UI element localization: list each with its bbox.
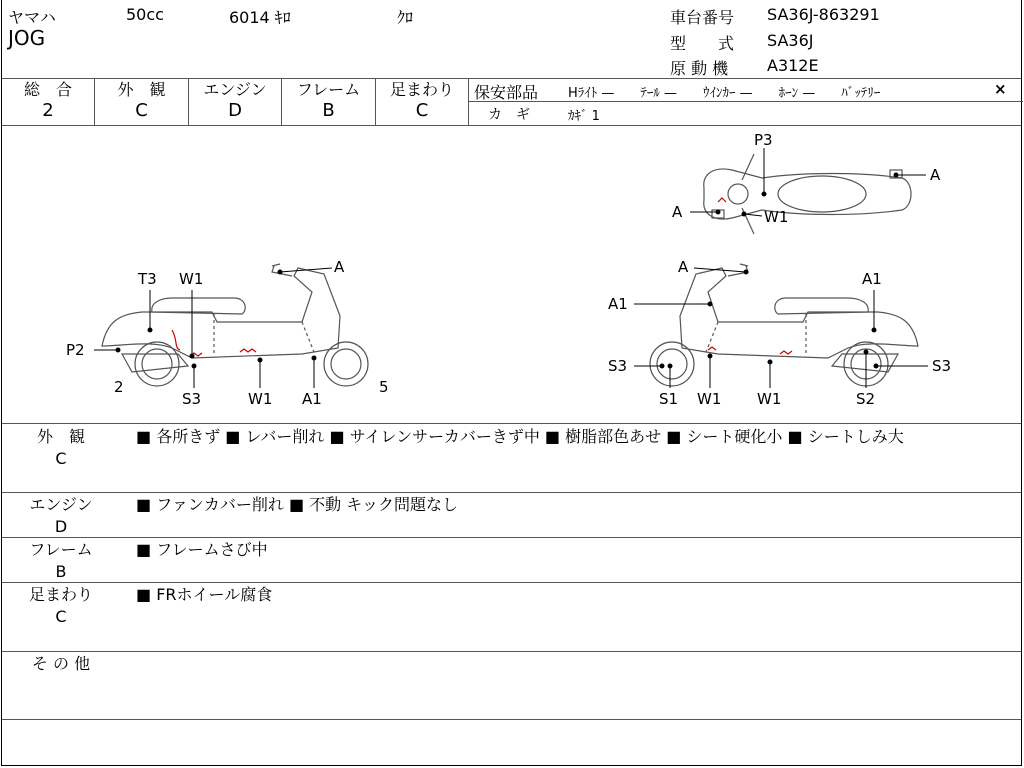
maker: ヤマハ [8, 8, 56, 27]
divider [2, 78, 1021, 79]
section-frame-text: ■ フレームさび中 [136, 540, 268, 559]
grade-frame: フレーム B [296, 80, 361, 121]
type-label: 型 式 [670, 34, 735, 53]
label-w1: W1 [179, 270, 204, 288]
engine-value: A312E [767, 56, 819, 75]
displacement: 50cc [126, 5, 164, 24]
safety-title: 保安部品 [474, 83, 539, 102]
scooter-damage-diagram [2, 126, 1023, 424]
top-view-scooter [704, 154, 911, 234]
label-s3: S3 [608, 357, 628, 375]
section-exterior-text: ■ 各所きず ■ レバー削れ ■ サイレンサーカバーきず中 ■ 樹脂部色あせ ■ シート硬化小 ■ シートしみ大 [136, 427, 904, 446]
divider [2, 651, 1021, 652]
grade-overall: 総 合 2 [23, 80, 72, 121]
label-a1: A1 [608, 295, 628, 313]
label-s3: S3 [932, 357, 952, 375]
key-label: カ ギ [488, 107, 530, 123]
label-s3: S3 [182, 390, 202, 408]
label-t3: T3 [138, 270, 157, 288]
section-other-label: そ の 他 [31, 654, 91, 673]
label-p2: P2 [66, 341, 85, 359]
label-w1: W1 [697, 390, 722, 408]
label-2: 2 [114, 378, 124, 396]
mileage: 6014 ｷﾛ [229, 8, 291, 27]
key-value: ｶｷﾞ 1 [568, 109, 600, 124]
frame-no-label: 車台番号 [670, 8, 735, 27]
label-s1: S1 [659, 390, 679, 408]
model-name: JOG [8, 26, 46, 50]
label-a: A [672, 203, 683, 221]
divider [2, 537, 1021, 538]
label-a: A [678, 258, 689, 276]
section-frame-label: フレーム B [29, 540, 93, 581]
label-5: 5 [379, 378, 389, 396]
label-w1: W1 [764, 208, 789, 226]
battery-mark: × [994, 80, 1007, 98]
label-a: A [334, 258, 345, 276]
inspection-sheet [1, 0, 1022, 766]
label-p3: P3 [754, 131, 773, 149]
section-engine-text: ■ ファンカバー削れ ■ 不動 キック問題なし [136, 495, 458, 514]
grade-engine: エンジン D [203, 80, 267, 121]
engine-label: 原 動 機 [670, 59, 729, 78]
section-suspension-text: ■ FRホイール腐食 [136, 585, 273, 604]
grade-suspension: 足まわり C [389, 80, 454, 121]
divider [2, 423, 1021, 424]
color: ｸﾛ [397, 8, 414, 27]
divider [2, 582, 1021, 583]
frame-no: SA36J-863291 [767, 5, 880, 24]
label-s2: S2 [856, 390, 876, 408]
label-a1: A1 [862, 270, 882, 288]
divider [2, 719, 1021, 720]
divider [469, 101, 1023, 102]
label-a1: A1 [302, 390, 322, 408]
grade-exterior: 外 観 C [117, 80, 166, 121]
section-exterior-label: 外 観 C [36, 427, 85, 468]
divider [2, 492, 1021, 493]
label-w1: W1 [248, 390, 273, 408]
label-a: A [930, 166, 941, 184]
safety-items: Hﾗｲﾄ — ﾃｰﾙ — ｳｲﾝｶｰ — ﾎｰﾝ — ﾊﾞｯﾃﾘｰ [568, 86, 881, 101]
section-engine-label: エンジン D [29, 495, 93, 536]
section-suspension-label: 足まわり C [28, 585, 93, 626]
label-w1: W1 [757, 390, 782, 408]
type-value: SA36J [767, 31, 814, 50]
